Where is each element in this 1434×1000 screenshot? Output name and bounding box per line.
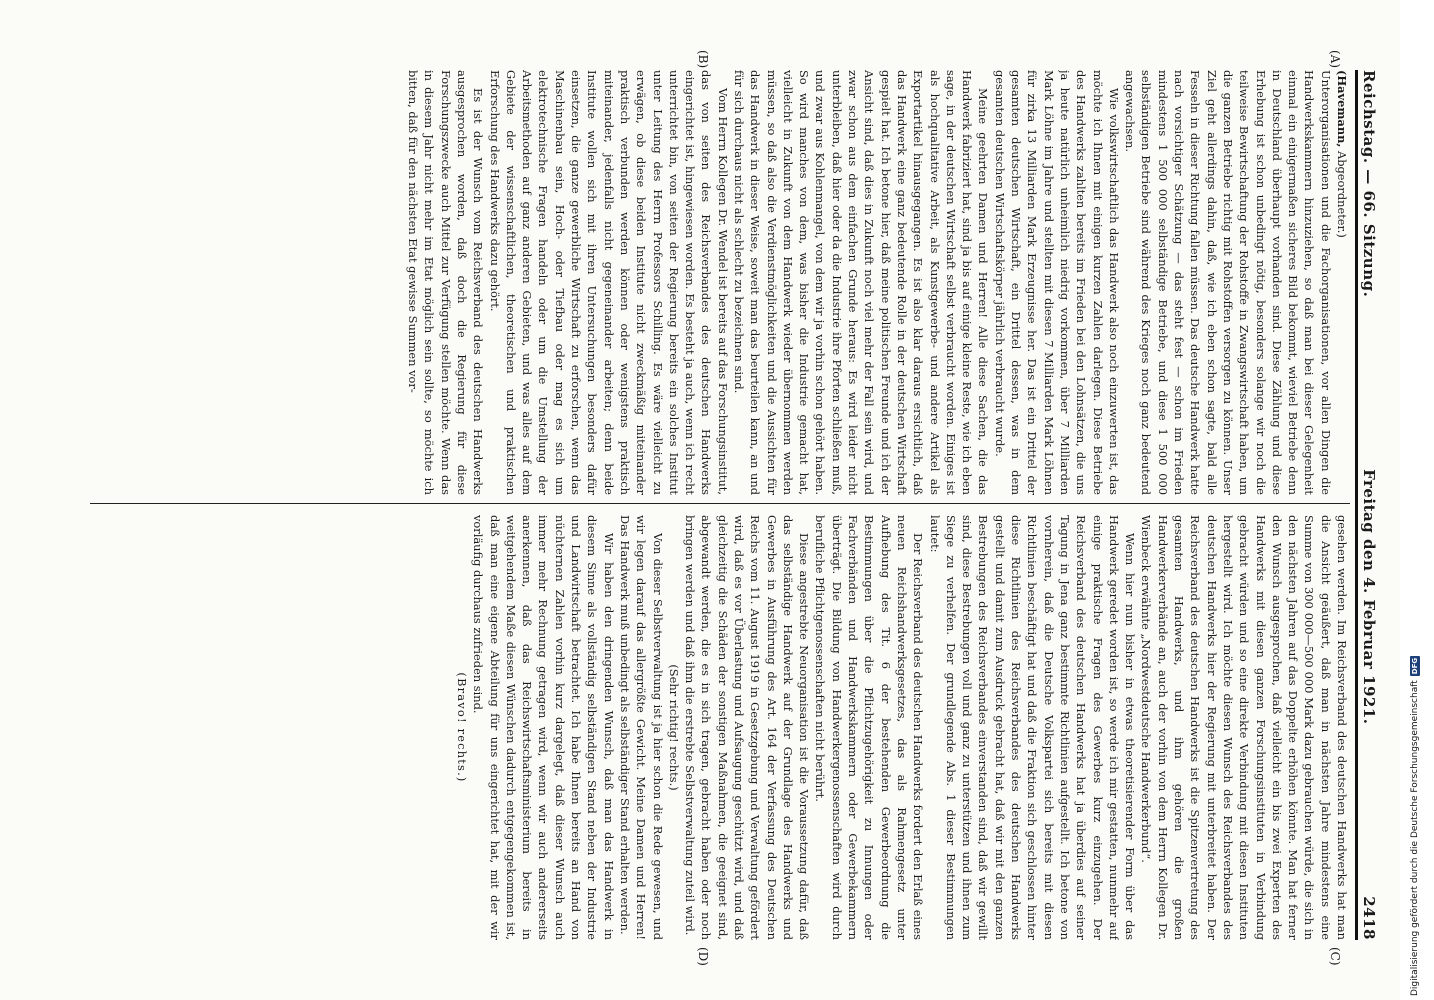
column-divider <box>90 503 1350 504</box>
applause-note: (Sehr richtig! rechts.) <box>666 664 681 791</box>
paragraph: Es ist der Wunsch vom Reichsverband des deutschen Handwerks ausgesprochen worden, daß doch die Regierung für diese Forschungszwecke auch Mittel zur Verfügung stellen möchte. Wenn das in diesem Jahr nicht mehr im Etat möglich sein sollte, so möchte ich bitten, daß für den nächsten Etat gewisse Summen vor- <box>406 70 486 495</box>
dfg-logo-icon: DFG <box>1411 657 1419 675</box>
speaker-name: (Havemann, <box>1335 70 1349 148</box>
left-column <box>100 70 1350 495</box>
page-header <box>1360 70 1386 940</box>
speaker-role: Abgeordneter.) <box>1335 151 1349 238</box>
right-column <box>100 515 1350 940</box>
margin-marker-c: (C) <box>1328 947 1342 966</box>
digitization-credit <box>1410 656 1420 996</box>
margin-marker-d: (D) <box>696 947 710 966</box>
paragraph: Unterorganisationen und die Fachorganisationen, vor allen Dingen die Handwerkskammern hinzuziehen, so daß man bei dieser Gelegenheit einmal ein einigermaßen sicheres Bild bekommt, wieviel Betriebe denn in Deutschland überhaupt vorhanden sind. Diese Zählung und diese Erhebung ist schon unbedingt nötig, besonders solange wir noch die teilweise Bewirtschaftung der Rohstoffe in Zwangswirtschaft haben, um die ganzen Betriebe richtig mit Rohstoffen versorgen zu können. Unser Ziel geht allerdings dahin, daß, wie ich eben schon sagte, bald alle Fesseln in dieser Richtung fallen müssen. Das deutsche Handwerk hatte nach vorsichtiger Schätzung — das steht fest — schon im Frieden mindestens 1 500 000 selbständige Betriebe, und diese 1 500 000 selbständigen Betriebe sind während des Krieges noch ganz bedeutend angewachsen. <box>1123 70 1333 495</box>
header-rule <box>1355 70 1358 940</box>
paragraph: Wenn hier nun bisher in etwas theoretisierender Form über das Handwerk geredet worden ist, so werde ich mir gestatten, nunmehr auf einige praktische Fragen des Gewerbes kurz einzugehen. Der Reichsverband des deutschen Handwerks hat ja überdies auf seiner Tagung in Jena ganz bestimmte Richtlinien aufgestellt. Ich betone von vornherein, daß die Deutsche Volkspartei sich bereits mit diesen Richtlinien beschäftigt hat und daß die Fraktion sich geschlossen hinter diese Richtlinien des Reichsverbandes des deutschen Handwerks gestellt und damit zum Ausdruck gebracht hat, daß wir mit den ganzen Bestrebungen des Reichsverbandes einverstanden sind, daß wir gewillt sind, diese Bestrebungen voll und ganz zu unterstützen und ihnen zum Siege zu verhelfen. Der grundlegende Abs. 1 dieser Bestimmungen lautet: <box>927 515 1138 940</box>
quoted-paragraph: Der Reichsverband des deutschen Handwerks fordert den Erlaß eines neuen Reichshandwerksgesetzes, das als Rahmengesetz unter Aufhebung des Tit. 6 der bestehenden Gewerbeordnung die Bestimmungen über die Pflichtzugehörigkeit zu Innungen oder Fachverbänden und Handwerkskammern oder Gewerbekammern überträgt. Die Bildung von Handwerkergenossenschaften wird durch berufliche Pflichtgenossenschaften nicht berührt. <box>813 515 926 940</box>
paragraph: Wir haben den dringenden Wunsch, daß man das Handwerk in diesem Sinne als vollständig selbständigen Stand neben der Industrie und Landwirtschaft betrachtet. Ich habe Ihnen bereits an Hand von nüchternen Zahlen vorhin kurz dargelegt, daß dieser Wunsch auch immer mehr Rechnung getragen wird, wenn wir auch andererseits anerkennen, daß das Reichswirtschaftsministerium bereits in weitgehendem Maße diesen Wünschen dadurch entgegengekommen ist, daß man eine eigene Abteilung für uns eingerichtet hat, mit der wir vorläufig durchaus zufrieden sind. <box>471 515 616 940</box>
paragraph: Vom Herrn Kollegen Dr. Wendel ist bereits auf das Forschungsinstitut, das von seiten des Reichsverbandes des deutschen Handwerks eingerichtet ist, hingewiesen worden. Es besteht ja auch, wenn ich recht unterrichtet bin, von seiten der Regierung bereits ein solches Institut unter Leitung des Herrn Professors Schilling. Es wäre vielleicht zu erwägen, ob diese beiden Institute nicht zweckmäßig miteinander praktisch verbunden werden können oder wenigstens praktisch miteinander, jedenfalls nicht gegeneinander arbeiten; denn beide Institute wollen sich mit ihren Untersuchungen besonders dafür einsetzen, die ganze gewerbliche Wirtschaft zu erforschen, wenn das Maschinenbau sein, Hoch- oder Tiefbau oder mag es sich um elektrotechnische Fragen handeln oder um die Umstellung der Arbeitsmethoden auf ganz anderen Gebieten, und was alles auf dem Gebiete der wissenschaftlichen, theoretischen und praktischen Erforschung des Handwerks dazu gehört. <box>487 70 730 495</box>
credit-text: Digitalisierung gefördert durch die Deutsche Forschungsgemeinschaft <box>1410 680 1420 996</box>
paragraph: Meine geehrten Damen und Herren! Alle diese Sachen, die das Handwerk fabriziert hat, sind ja bis auf einige kleine Reste, wie ich eben sage, in der deutschen Wirtschaft selbst verbraucht worden. Einiges ist als hochqualitative Arbeit, als Kunstgewerbe- und andere Artikel als Exportartikel hinausgegangen. Es ist also klar daraus ersichtlich, daß das Handwerk eine ganz bedeutende Rolle in der deutschen Wirtschaft gespielt hat. Ich betone hier, daß meine politischen Freunde und ich der Ansicht sind, daß dies in Zukunft noch viel mehr der Fall sein wird, und zwar schon aus dem einfachen Grunde heraus: Es wird leider nicht unterbleiben, daß hier oder da die Industrie ihre Pforten schließen muß, und zwar aus Kohlenmangel, von dem wir ja vorhin schon gehört haben. So wird manches von dem, was bisher die Industrie gemacht hat, vielleicht in Zukunft von dem Handwerk wieder übernommen werden müssen, so daß also die Verdienstmöglichkeiten und die Aussichten für das Handwerk in dieser Weise, soweit man das beurteilen kann, an und für sich durchaus nicht als schlecht zu bezeichnen sind. <box>732 70 991 495</box>
speaker-line <box>1334 70 1350 495</box>
page-number: 2418 <box>1360 896 1378 940</box>
header-title: Reichstag. — 66. Sitzung. <box>1360 70 1378 298</box>
paragraph: gesehen werden. Im Reichsverband des deutschen Handwerks hat man die Ansicht geäußert, daß man in nächsten Jahre mindestens eine Summe von 300 000—500 000 Mark dazu gebrauchen würde, die sich in den nächsten Jahren auf das Doppelte erhöhen könnte. Man hat ferner den Wunsch ausgesprochen, daß vielleicht ein bis zwei Experten des Handwerks mit diesen ganzen Forschungsinstituten in Verbindung gebracht würden und so eine direkte Verbindung mit diesen Instituten hergestellt wird. Ich möchte diesen Wunsch des Reichsverbandes des deutschen Handwerks hier der Regierung mit unterbreitet haben. Der Reichsverband des deutschen Handwerks ist die Spitzenvertretung des gesamten Handwerks, und ihm gehören die großen Handwerkerverbände an, auch der vorhin von dem Herrn Kollegen Dr. Wienbeck erwähnte „Nordwestdeutsche Handwerkerbund“. <box>1139 515 1349 940</box>
paragraph: Von dieser Selbstverwaltung ist ja hier schon die Rede gewesen, und wir legen darauf das allergrößte Gewicht. Meine Damen und Herren! Das Handwerk muß unbedingt als selbständiger Stand erhalten werden. <box>617 515 665 940</box>
bravo-note: (Bravo! rechts.) <box>454 672 469 783</box>
margin-marker-a: (A) <box>1328 50 1342 69</box>
paragraph: Wie volkswirtschaftlich das Handwerk also noch einzuwerten ist, das möchte ich Ihnen mit einigen kurzen Zahlen darlegen. Diese Betriebe des Handwerks zahlten bereits im Frieden bei den Lohnsätzen, die uns ja heute natürlich unheimlich niedrig vorkommen, über 7 Milliarden Mark Löhne im Jahre und stellten mit diesen 7 Milliarden Mark Löhnen für zirka 13 Milliarden Mark Erzeugnisse her. Das ist ein Drittel der gesamten deutschen Wirtschaft, ein Drittel dessen, was in dem gesamten deutschen Wirtschaftskörper jährlich verbraucht wurde. <box>992 70 1121 495</box>
paragraph: Diese angestrebte Neuorganisation ist die Voraussetzung dafür, daß das selbständige Handwerk auf der Grundlage des Handwerks und Gewerbes in Ausführung des Art. 164 der Verfassung des Deutschen Reichs vom 11. August 1919 in Gesetzgebung und Verwaltung gefördert wird, daß es vor Überlastung und Aufsaugung geschützt wird, und daß gleichzeitig die Schäden der sonstigen Maßnahmen, die geeignet sind, abgewandt werden, die es in sich tragen, gebracht haben oder noch bringen werden und daß ihm die erstrebte Selbstverwaltung zuteil wird. <box>683 515 812 940</box>
header-date: Freitag den 4. Februar 1921. <box>1360 469 1378 725</box>
margin-marker-b: (B) <box>696 50 710 69</box>
